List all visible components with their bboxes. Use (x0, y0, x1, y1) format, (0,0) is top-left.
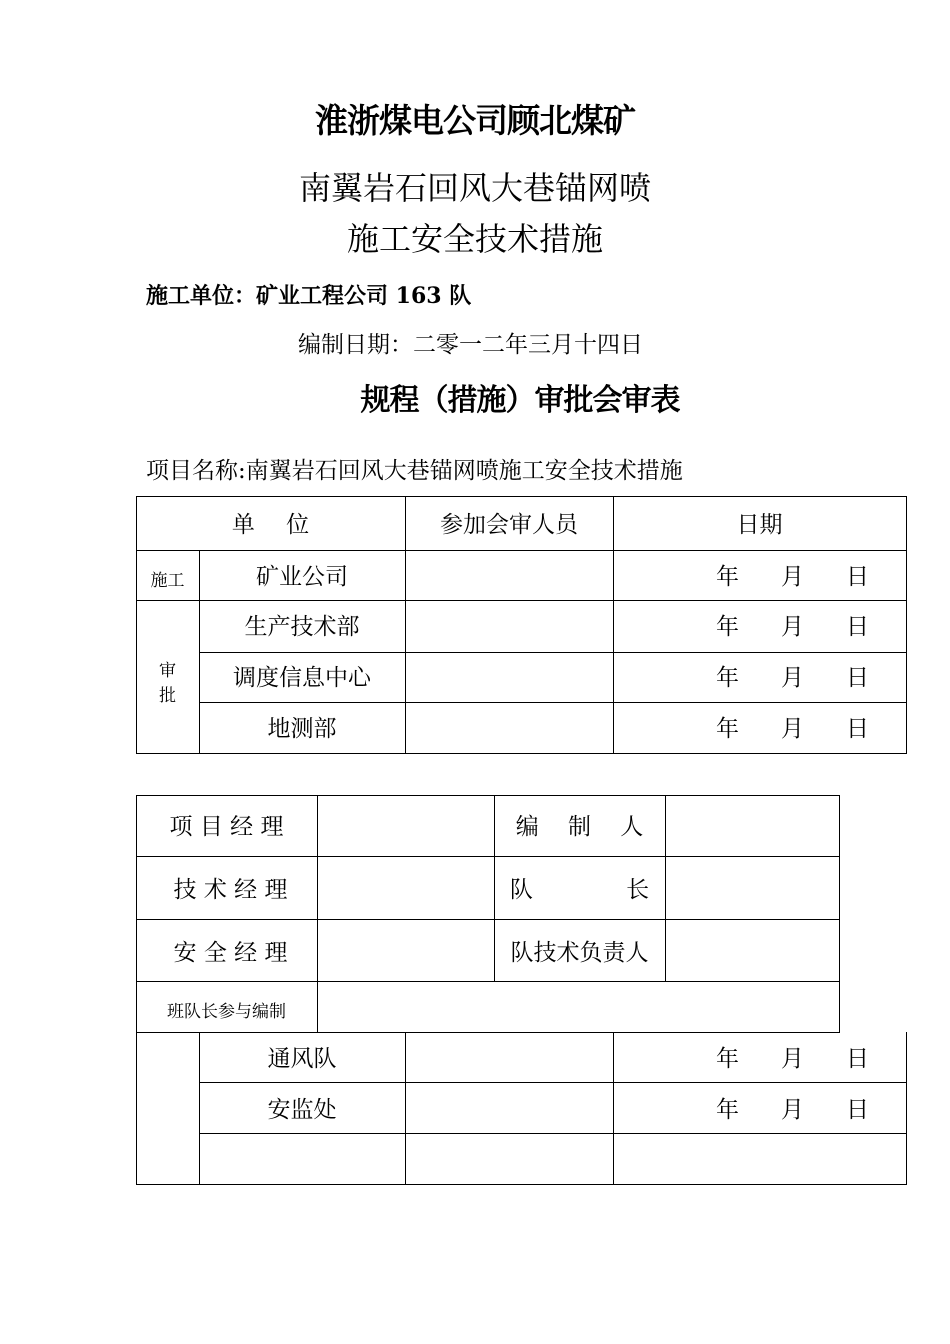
compile-date: 编制日期：二零一二年三月十四日 (298, 332, 643, 358)
label-project-manager: 项 目 经 理 (169, 814, 284, 840)
date-placeholder: 年 月 日 (716, 665, 869, 691)
table-row-unit: 生产技术部 (244, 614, 360, 640)
label-safety-manager: 安 全 经 理 (173, 940, 288, 966)
label-compiler: 编 制 人 (515, 814, 644, 840)
date-placeholder: 年 月 日 (716, 564, 869, 590)
column-header-unit: 单 位 (231, 512, 310, 538)
table-row-unit: 地测部 (267, 716, 337, 742)
label-team-tech-lead: 队技术负责人 (510, 940, 649, 966)
group-review-char2: 批 (159, 686, 176, 706)
company-title: 淮浙煤电公司顾北煤矿 (315, 101, 635, 140)
signoff-table (136, 795, 840, 1033)
project-name: 项目名称:南翼岩石回风大巷锚网喷施工安全技术措施 (146, 458, 683, 484)
column-header-date: 日期 (736, 512, 783, 538)
group-construction: 施工 (150, 571, 185, 591)
column-header-attendees: 参加会审人员 (440, 512, 578, 538)
date-placeholder: 年 月 日 (716, 614, 869, 640)
table-row-unit: 调度信息中心 (233, 665, 371, 691)
date-placeholder: 年 月 日 (716, 1097, 869, 1123)
table-row-unit: 安监处 (267, 1097, 337, 1123)
date-placeholder: 年 月 日 (716, 1046, 869, 1072)
table-row-unit: 矿业公司 (256, 564, 348, 590)
label-team-leader: 队 长 (509, 877, 650, 903)
group-review-char1: 审 (159, 661, 176, 681)
label-technical-manager: 技 术 经 理 (173, 877, 288, 903)
document-title-line2: 施工安全技术措施 (346, 220, 603, 258)
approval-table-title: 规程（措施）审批会审表 (360, 383, 680, 418)
date-placeholder: 年 月 日 (716, 716, 869, 742)
label-team-leader-compile: 班队长参与编制 (167, 1002, 286, 1022)
construction-unit: 施工单位：矿业工程公司 163 队 (146, 283, 472, 309)
document-title-line1: 南翼岩石回风大巷锚网喷 (298, 169, 651, 207)
table-row-unit: 通风队 (267, 1046, 337, 1072)
